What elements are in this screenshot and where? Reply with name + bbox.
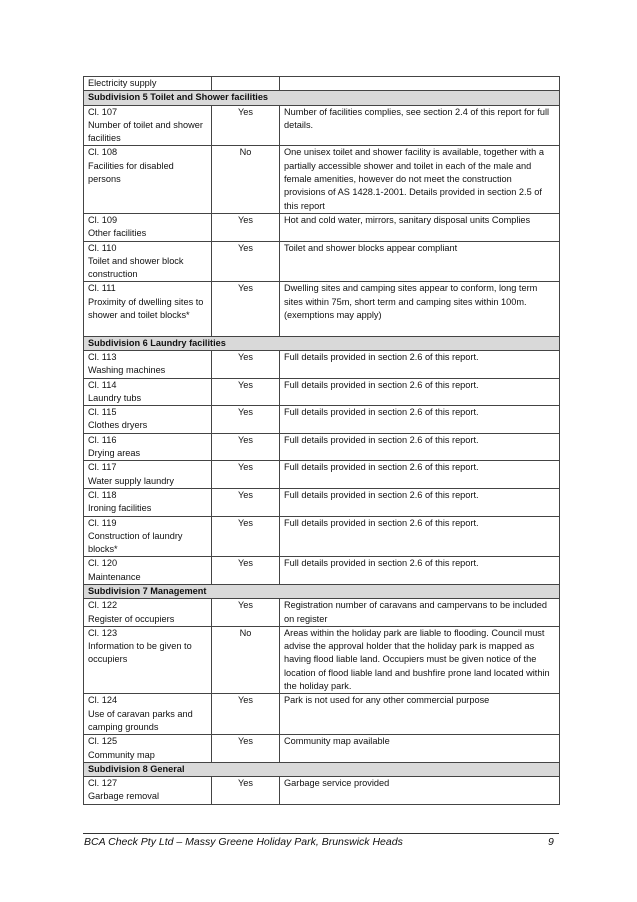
clause-cell	[84, 213, 212, 241]
compliance-table	[83, 76, 560, 805]
table-row	[84, 433, 560, 461]
clause-number: Cl. 111	[88, 283, 116, 294]
section-header-row	[84, 762, 560, 776]
compliance-answer: Yes	[212, 516, 280, 557]
details-cell	[280, 146, 560, 213]
table-row	[84, 599, 560, 627]
details-cell	[280, 433, 560, 461]
clause-number: Cl. 117	[88, 462, 117, 473]
details-cell	[280, 105, 560, 146]
clause-number: Cl. 120	[88, 558, 118, 569]
details-cell	[280, 557, 560, 585]
clause-title: Community map	[88, 749, 155, 760]
section-header: Subdivision 8 General	[84, 762, 560, 776]
clause-title: Register of occupiers	[88, 613, 175, 624]
section-header-row	[84, 336, 560, 350]
clause-cell	[84, 626, 212, 693]
clause-number: Cl. 122	[88, 600, 118, 611]
table-row	[84, 77, 560, 91]
details-cell	[280, 599, 560, 627]
clause-number: Cl. 125	[88, 736, 118, 747]
details-cell	[280, 213, 560, 241]
table-row	[84, 557, 560, 585]
clause-title: Drying areas	[88, 448, 141, 459]
clause-cell	[84, 735, 212, 763]
table-row	[84, 488, 560, 516]
details-text: Full details provided in section 2.6 of this report.	[284, 489, 479, 500]
compliance-answer: Yes	[212, 433, 280, 461]
compliance-answer: Yes	[212, 777, 280, 805]
details-note: (exemptions may apply)	[284, 310, 382, 321]
table-row	[84, 777, 560, 805]
footer-divider	[83, 833, 559, 834]
details-text: Full details provided in section 2.6 of this report.	[284, 517, 479, 528]
clause-cell	[84, 350, 212, 378]
details-cell	[280, 694, 560, 735]
clause-title: Water supply laundry	[88, 475, 174, 486]
table-row	[84, 105, 560, 146]
details-cell	[280, 378, 560, 406]
clause-cell	[84, 282, 212, 336]
compliance-answer	[212, 77, 280, 91]
compliance-table-body	[84, 77, 560, 805]
clause-number: Cl. 114	[88, 379, 117, 390]
details-text: Full details provided in section 2.6 of this report.	[284, 379, 479, 390]
details-cell	[280, 461, 560, 489]
clause-number: Cl. 119	[88, 517, 117, 528]
table-row	[84, 516, 560, 557]
compliance-answer: Yes	[212, 406, 280, 434]
clause-number: Cl. 123	[88, 627, 118, 638]
details-cell	[280, 406, 560, 434]
section-header: Subdivision 7 Management	[84, 584, 560, 598]
clause-title: Facilities for disabled persons	[88, 160, 174, 185]
compliance-answer: Yes	[212, 557, 280, 585]
table-row	[84, 694, 560, 735]
clause-cell	[84, 406, 212, 434]
clause-cell	[84, 516, 212, 557]
table-row	[84, 378, 560, 406]
details-text: Garbage service provided	[284, 778, 390, 789]
details-text: Full details provided in section 2.6 of this report.	[284, 462, 479, 473]
blank-line	[284, 322, 555, 335]
details-text: Toilet and shower blocks appear compliant	[284, 242, 458, 253]
compliance-answer: Yes	[212, 213, 280, 241]
compliance-answer: Yes	[212, 241, 280, 282]
details-cell	[280, 350, 560, 378]
details-text: Full details provided in section 2.6 of this report.	[284, 407, 479, 418]
table-row	[84, 146, 560, 213]
table-row	[84, 735, 560, 763]
details-text: Park is not used for any other commercial purpose	[284, 695, 490, 706]
table-row	[84, 241, 560, 282]
details-cell	[280, 282, 560, 336]
compliance-answer: No	[212, 626, 280, 693]
clause-title: Clothes dryers	[88, 420, 148, 431]
clause-cell	[84, 146, 212, 213]
clause-cell	[84, 488, 212, 516]
clause-title: Number of toilet and shower facilities	[88, 119, 203, 144]
clause-number: Cl. 110	[88, 242, 117, 253]
page-number: 9	[548, 836, 554, 848]
details-text: Hot and cold water, mirrors, sanitary disposal units Complies	[284, 214, 531, 225]
clause-cell	[84, 777, 212, 805]
section-header-row	[84, 91, 560, 105]
compliance-answer: Yes	[212, 378, 280, 406]
compliance-answer: Yes	[212, 599, 280, 627]
details-cell	[280, 735, 560, 763]
clause-cell	[84, 557, 212, 585]
clause-title: Construction of laundry blocks*	[88, 530, 183, 555]
clause-cell	[84, 241, 212, 282]
clause-number: Cl. 118	[88, 489, 117, 500]
details-cell	[280, 241, 560, 282]
compliance-answer: No	[212, 146, 280, 213]
clause-number: Cl. 127	[88, 778, 118, 789]
clause-cell	[84, 105, 212, 146]
compliance-answer: Yes	[212, 461, 280, 489]
clause-title: Washing machines	[88, 365, 166, 376]
details-cell	[280, 777, 560, 805]
details-cell	[280, 77, 560, 91]
clause-cell	[84, 433, 212, 461]
clause-number: Cl. 108	[88, 147, 118, 158]
table-row	[84, 350, 560, 378]
section-header: Subdivision 6 Laundry facilities	[84, 336, 560, 350]
clause-title: Laundry tubs	[88, 392, 142, 403]
clause-title: Information to be given to occupiers	[88, 641, 192, 665]
clause-number: Electricity supply	[88, 78, 157, 88]
clause-cell	[84, 599, 212, 627]
compliance-answer: Yes	[212, 694, 280, 735]
details-text: Registration number of caravans and campervans to be included on register	[284, 600, 548, 624]
details-text: Number of facilities complies, see section 2.4 of this report for full details.	[284, 106, 550, 130]
clause-title: Garbage removal	[88, 791, 159, 802]
section-header-row	[84, 584, 560, 598]
footer-text: BCA Check Pty Ltd – Massy Greene Holiday Park, Brunswick Heads	[84, 836, 403, 848]
clause-title: Toilet and shower block construction	[88, 255, 184, 280]
compliance-answer: Yes	[212, 105, 280, 146]
table-row	[84, 626, 560, 693]
details-text: Community map available	[284, 736, 390, 747]
clause-number: Cl. 115	[88, 407, 117, 418]
compliance-answer: Yes	[212, 282, 280, 336]
details-text: Areas within the holiday park are liable to flooding. Council must advise the approval holder that the holiday park is mapped as having flood liable land. Occupiers must be given notice of the location of flood liable land and bushfire prone land located within the holiday park.	[284, 627, 550, 692]
compliance-answer: Yes	[212, 488, 280, 516]
compliance-answer: Yes	[212, 350, 280, 378]
details-text: Dwelling sites and camping sites appear to conform, long term sites within 75m, short term and camping sites within 100m.	[284, 283, 538, 307]
table-row	[84, 213, 560, 241]
clause-title: Use of caravan parks and camping grounds	[88, 708, 193, 732]
compliance-answer: Yes	[212, 735, 280, 763]
table-row	[84, 461, 560, 489]
details-text: Full details provided in section 2.6 of this report.	[284, 351, 479, 362]
details-text: One unisex toilet and shower facility is available, together with a partially accessible shower and toilet in each of the male and female amenities, however do not meet the construction provisions of AS 1428.1-2001. Details provided in section 2.5 of this report	[284, 147, 544, 211]
clause-title: Proximity of dwelling sites to shower and toilet blocks*	[88, 296, 204, 321]
details-cell	[280, 488, 560, 516]
clause-cell	[84, 77, 212, 91]
clause-title: Other facilities	[88, 228, 147, 239]
clause-number: Cl. 116	[88, 434, 117, 445]
section-header: Subdivision 5 Toilet and Shower facilities	[84, 91, 560, 105]
table-row	[84, 406, 560, 434]
details-cell	[280, 516, 560, 557]
clause-title: Ironing facilities	[88, 503, 152, 514]
table-row	[84, 282, 560, 336]
details-text: Full details provided in section 2.6 of this report.	[284, 434, 479, 445]
details-cell	[280, 626, 560, 693]
clause-number: Cl. 124	[88, 695, 118, 706]
clause-cell	[84, 461, 212, 489]
clause-number: Cl. 109	[88, 214, 118, 225]
clause-cell	[84, 378, 212, 406]
details-text: Full details provided in section 2.6 of this report.	[284, 558, 479, 569]
clause-title: Maintenance	[88, 571, 141, 582]
clause-number: Cl. 113	[88, 351, 117, 362]
clause-cell	[84, 694, 212, 735]
clause-number: Cl. 107	[88, 106, 118, 117]
